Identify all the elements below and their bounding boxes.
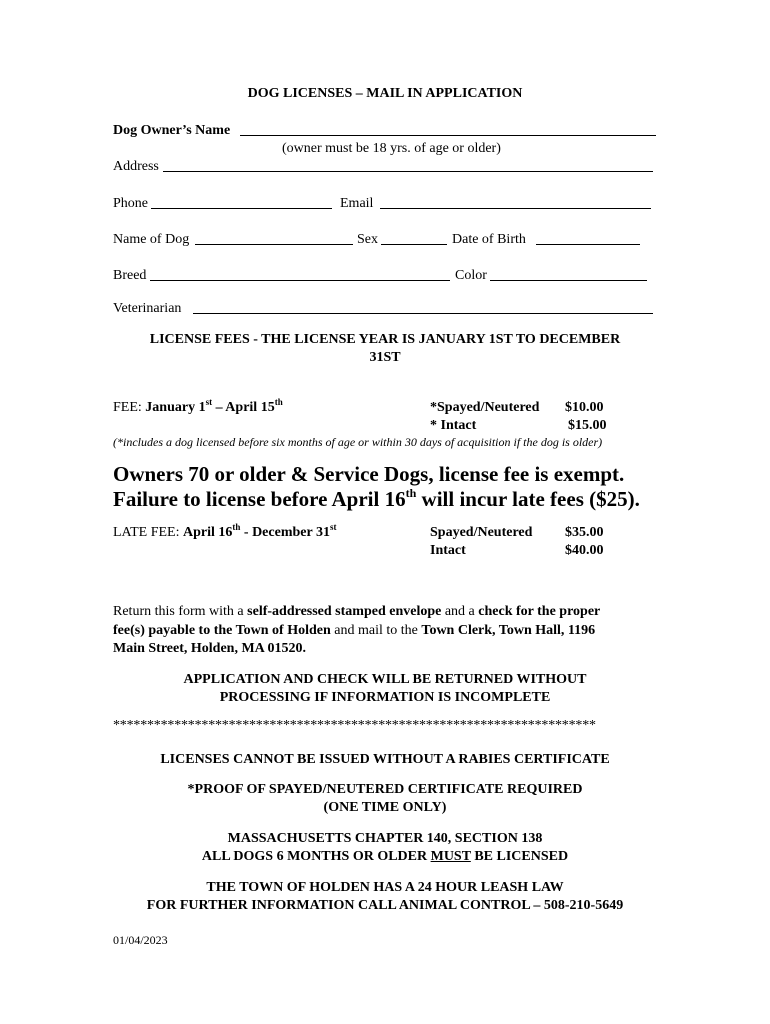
color-label: Color bbox=[455, 268, 487, 283]
dob-label: Date of Birth bbox=[452, 232, 526, 247]
dog-name-label: Name of Dog bbox=[113, 232, 190, 247]
fees-heading-line1: LICENSE FEES - THE LICENSE YEAR IS JANUARY 1ST TO DECEMBER bbox=[149, 332, 621, 347]
warning-line2: PROCESSING IF INFORMATION IS INCOMPLETE bbox=[219, 690, 551, 705]
sex-label: Sex bbox=[357, 232, 378, 247]
return-line1: Return this form with a self-addressed stamped envelope and a check for the proper bbox=[113, 604, 601, 619]
leash-line1: THE TOWN OF HOLDEN HAS A 24 HOUR LEASH LAW bbox=[206, 880, 564, 895]
late-intact-fee: $40.00 bbox=[565, 543, 604, 558]
separator: *********************************************************************** bbox=[113, 718, 596, 733]
page-title: DOG LICENSES – MAIL IN APPLICATION bbox=[247, 86, 523, 101]
return-line3: Main Street, Holden, MA 01520. bbox=[113, 641, 307, 656]
veterinarian-label: Veterinarian bbox=[113, 301, 182, 316]
dob-field[interactable] bbox=[536, 244, 640, 245]
late-spayed-fee: $35.00 bbox=[565, 525, 604, 540]
late-intact-label: Intact bbox=[430, 543, 466, 558]
color-field[interactable] bbox=[490, 280, 647, 281]
sex-field[interactable] bbox=[381, 244, 447, 245]
veterinarian-field[interactable] bbox=[193, 313, 653, 314]
fee-footnote: (*includes a dog licensed before six months of age or within 30 days of acquisition if the dog is older) bbox=[113, 435, 603, 449]
owner-age-note: (owner must be 18 yrs. of age or older) bbox=[282, 141, 501, 156]
leash-line2: FOR FURTHER INFORMATION CALL ANIMAL CONTROL – 508-210-5649 bbox=[146, 898, 624, 913]
late-fee-notice: Failure to license before April 16th will incur late fees ($25). bbox=[113, 486, 640, 511]
intact-label: * Intact bbox=[430, 418, 477, 433]
intact-fee: $15.00 bbox=[568, 418, 607, 433]
email-field[interactable] bbox=[380, 208, 651, 209]
dog-name-field[interactable] bbox=[195, 244, 353, 245]
fee-period: FEE: January 1st – April 15th bbox=[113, 397, 283, 415]
warning-line1: APPLICATION AND CHECK WILL BE RETURNED WITHOUT bbox=[183, 672, 587, 687]
proof-line1: *PROOF OF SPAYED/NEUTERED CERTIFICATE REQUIRED bbox=[187, 782, 583, 797]
late-spayed-label: Spayed/Neutered bbox=[430, 525, 533, 540]
email-label: Email bbox=[340, 196, 374, 211]
fees-heading-line2: 31ST bbox=[369, 350, 401, 365]
address-label: Address bbox=[113, 159, 159, 174]
spayed-label: *Spayed/Neutered bbox=[430, 400, 540, 415]
breed-field[interactable] bbox=[150, 280, 450, 281]
owner-name-field[interactable] bbox=[240, 135, 656, 136]
law-line1: MASSACHUSETTS CHAPTER 140, SECTION 138 bbox=[227, 831, 543, 846]
breed-label: Breed bbox=[113, 268, 147, 283]
exempt-notice: Owners 70 or older & Service Dogs, license fee is exempt. bbox=[113, 462, 625, 486]
form-date: 01/04/2023 bbox=[113, 933, 168, 947]
spayed-fee: $10.00 bbox=[565, 400, 604, 415]
address-field[interactable] bbox=[163, 171, 653, 172]
return-line2: fee(s) payable to the Town of Holden and mail to the Town Clerk, Town Hall, 1196 bbox=[113, 623, 596, 638]
owner-name-label: Dog Owner’s Name bbox=[113, 123, 231, 138]
rabies-requirement: LICENSES CANNOT BE ISSUED WITHOUT A RABIES CERTIFICATE bbox=[160, 752, 610, 767]
phone-field[interactable] bbox=[151, 208, 332, 209]
law-line2: ALL DOGS 6 MONTHS OR OLDER MUST BE LICENSED bbox=[201, 849, 569, 864]
late-fee-period: LATE FEE: April 16th - December 31st bbox=[113, 522, 337, 540]
proof-line2: (ONE TIME ONLY) bbox=[323, 800, 447, 815]
phone-label: Phone bbox=[113, 196, 148, 211]
